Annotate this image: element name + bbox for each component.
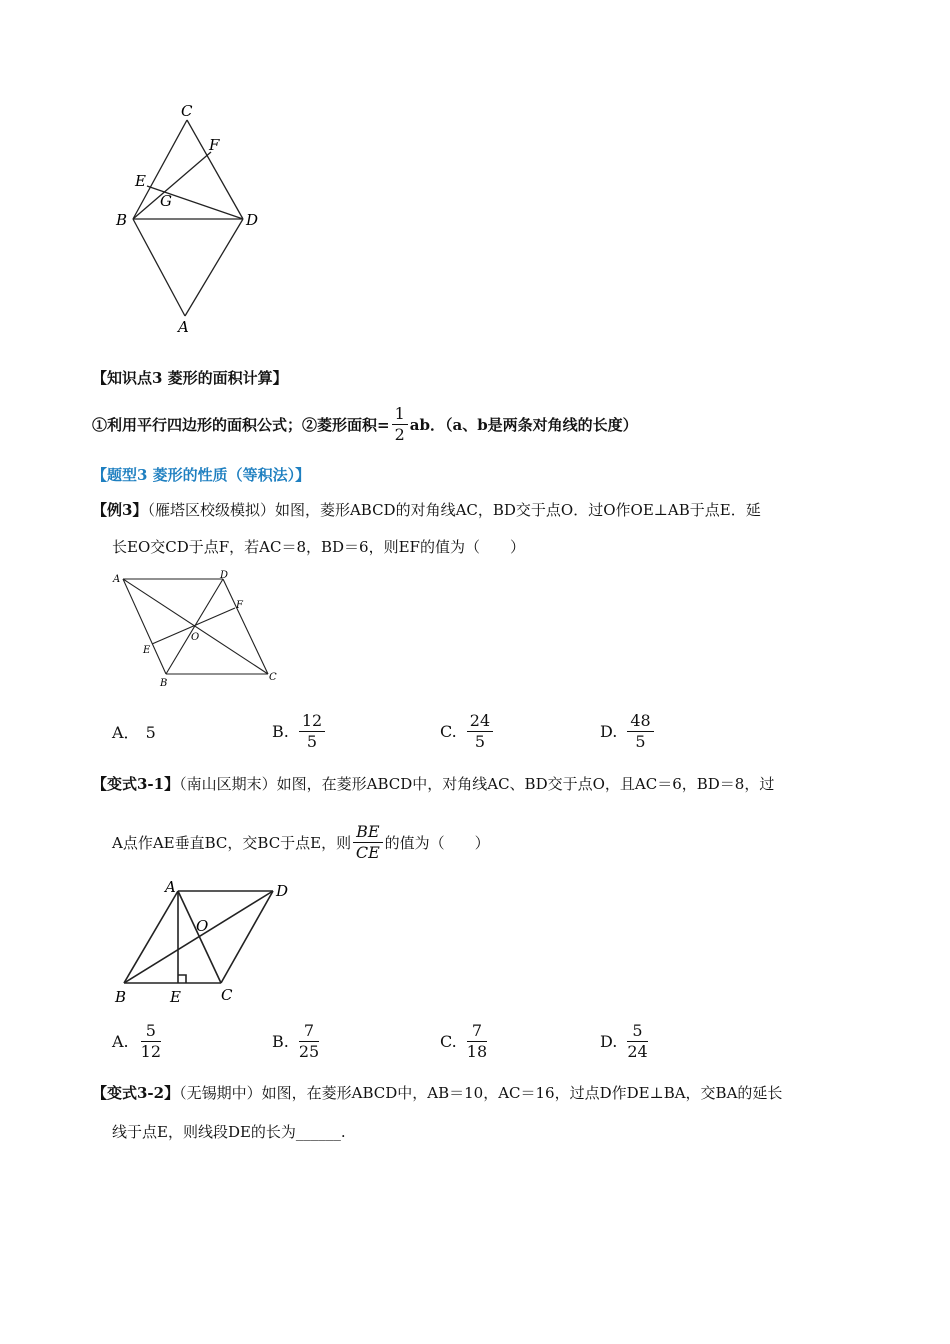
ex3-option-a-value: 5 — [145, 723, 156, 742]
ex3-label-F: F — [236, 600, 243, 611]
label-F: F — [209, 136, 220, 154]
example3-line1 — [92, 499, 761, 521]
ex3-label-D: D — [220, 570, 229, 581]
variant31-tag: 【变式3-1】 — [92, 775, 180, 793]
ex3-option-b-fraction — [299, 711, 325, 752]
ex3-label-B: B — [160, 678, 168, 689]
ex3-option-c-fraction — [467, 711, 493, 752]
formula-text-1: ①利用平行四边形的面积公式；②菱形面积= — [92, 415, 390, 434]
ex3-option-b-label: B. — [272, 722, 289, 741]
knowledge-formula — [92, 404, 638, 445]
ex3-option-b[interactable] — [272, 711, 327, 752]
variant32-line1 — [92, 1082, 782, 1104]
ex3-option-a-label: A． — [112, 723, 140, 742]
variant31-text1: （南山区期末）如图，在菱形ABCD中，对角线AC、BD交于点O，且AC＝6，BD＝8，过 — [179, 775, 775, 793]
ex3-label-E: E — [143, 645, 151, 656]
ex3-option-c-label: C. — [440, 722, 457, 741]
v31-option-c-fraction — [467, 1021, 487, 1062]
ex3-option-b-den: 5 — [306, 732, 318, 751]
v31-label-O: O — [196, 917, 209, 935]
v31-option-a[interactable] — [112, 1021, 163, 1062]
v31-option-c[interactable] — [440, 1021, 489, 1062]
ex3-option-d[interactable] — [600, 711, 656, 752]
variant32-line2: 线于点E，则线段DE的长为______. — [112, 1123, 346, 1141]
formula-fraction — [392, 404, 408, 445]
label-B: B — [116, 211, 128, 229]
label-A: A — [178, 318, 189, 336]
v31-option-a-label: A. — [112, 1032, 129, 1051]
figure-example3 — [108, 568, 288, 690]
formula-text-2: ab．（a、b是两条对角线的长度） — [409, 415, 638, 434]
variant32-tag: 【变式3-2】 — [92, 1084, 180, 1102]
example3-tag: 【例3】 — [92, 501, 148, 519]
v31-option-c-den: 18 — [466, 1042, 488, 1061]
variant31-fraction — [353, 822, 382, 863]
v31-option-d[interactable] — [600, 1021, 650, 1062]
v31-option-c-label: C. — [440, 1032, 457, 1051]
v31-option-d-num: 5 — [627, 1021, 647, 1042]
variant31-line1 — [92, 773, 774, 795]
v31-option-b-num: 7 — [299, 1021, 319, 1042]
ex3-label-C: C — [269, 672, 277, 683]
ex3-label-A: A — [113, 574, 121, 585]
v31-option-b-den: 25 — [298, 1042, 320, 1061]
ex3-option-d-label: D. — [600, 722, 618, 741]
v31-option-d-label: D. — [600, 1032, 618, 1051]
v31-option-c-num: 7 — [467, 1021, 487, 1042]
example3-text1: （雁塔区校级模拟）如图，菱形ABCD的对角线AC，BD交于点O．过O作OE⊥AB于点E．延 — [147, 501, 761, 519]
v31-option-d-den: 24 — [627, 1042, 648, 1061]
knowledge-title: 【知识点3 菱形的面积计算】 — [92, 369, 288, 387]
ex3-option-d-fraction — [627, 711, 653, 752]
ex3-option-b-num: 12 — [299, 711, 325, 732]
v31-label-B: B — [115, 988, 127, 1006]
ex3-option-c-den: 5 — [474, 732, 486, 751]
v31-option-a-num: 5 — [141, 1021, 161, 1042]
ex3-option-a[interactable] — [112, 722, 156, 744]
figure-variant31 — [108, 875, 308, 1010]
example3-line2: 长EO交CD于点F，若AC＝8，BD＝6，则EF的值为（ ） — [112, 538, 525, 556]
ex3-option-d-den: 5 — [635, 732, 646, 751]
variant32-text1: （无锡期中）如图，在菱形ABCD中，AB＝10，AC＝16，过点D作DE⊥BA，交BA的延长 — [179, 1084, 783, 1102]
v31-label-A: A — [165, 878, 176, 896]
fraction-denominator: 2 — [394, 425, 405, 444]
variant31-frac-num: BE — [353, 822, 382, 843]
variant31-line2 — [112, 822, 490, 863]
v31-option-a-fraction — [141, 1021, 161, 1062]
label-C: C — [181, 102, 193, 120]
label-G: G — [160, 192, 172, 210]
label-E: E — [135, 172, 146, 190]
ex3-option-c[interactable] — [440, 711, 495, 752]
variant31-frac-den: CE — [355, 843, 380, 862]
v31-label-D: D — [276, 882, 289, 900]
variant31-text2-pre: A点作AE垂直BC，交BC于点E，则 — [112, 833, 352, 852]
v31-option-b-label: B. — [272, 1032, 289, 1051]
v31-option-d-fraction — [627, 1021, 647, 1062]
v31-option-b-fraction — [299, 1021, 319, 1062]
ex3-label-O: O — [191, 632, 200, 643]
ex3-option-d-num: 48 — [627, 711, 653, 732]
v31-label-E: E — [170, 988, 181, 1006]
v31-option-b[interactable] — [272, 1021, 321, 1062]
label-D: D — [246, 211, 259, 229]
ex3-option-c-num: 24 — [467, 711, 493, 732]
figure-rhombus-efg — [110, 100, 270, 340]
fraction-numerator: 1 — [392, 404, 408, 425]
v31-label-C: C — [221, 986, 233, 1004]
v31-option-a-den: 12 — [140, 1042, 161, 1061]
variant31-text2-post: 的值为（ ） — [384, 833, 490, 852]
type-title: 【题型3 菱形的性质（等积法）】 — [92, 466, 311, 484]
